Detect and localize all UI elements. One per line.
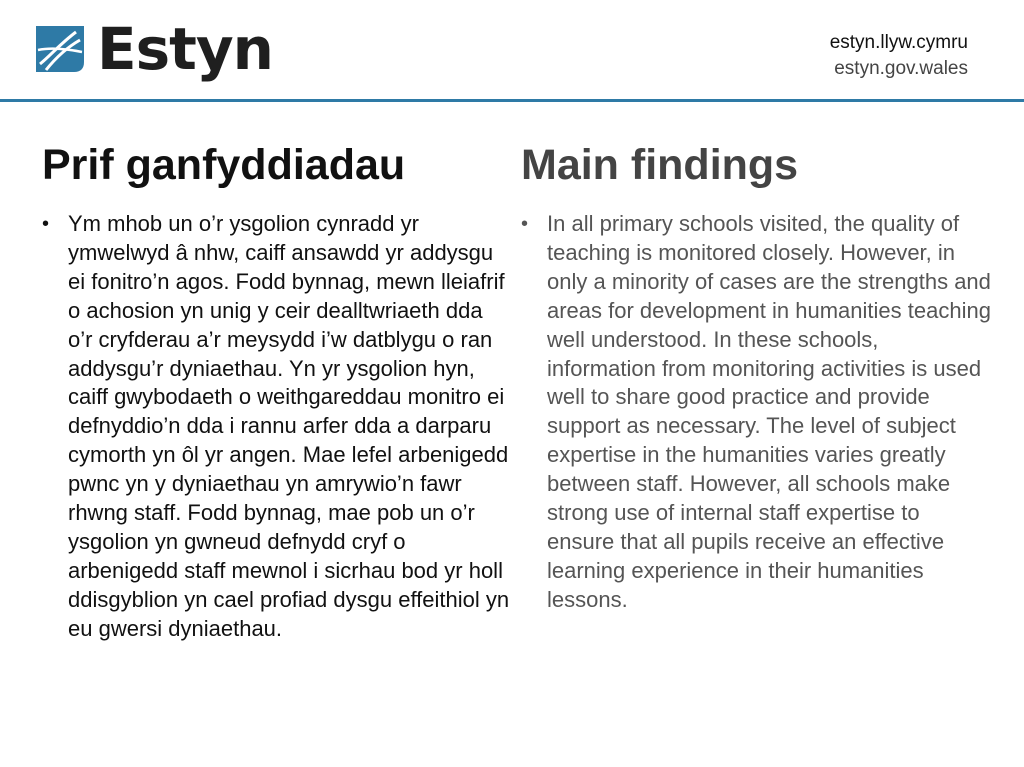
header-divider (0, 99, 1024, 102)
english-bullet-item (521, 210, 991, 615)
estyn-logo-icon (36, 26, 84, 72)
welsh-heading: Prif ganfyddiadau (42, 141, 406, 189)
english-bullet-list (521, 210, 991, 615)
welsh-bullet-list (42, 210, 512, 644)
welsh-bullet-item (42, 210, 512, 644)
bullet-icon: • (42, 213, 50, 235)
bullet-icon: • (521, 213, 529, 235)
english-heading: Main findings (521, 141, 799, 189)
english-url-link[interactable]: estyn.gov.wales (834, 58, 968, 79)
welsh-bullet-text: Ym mhob un o’r ysgolion cynradd yr ymwelwyd â nhw, caiff ansawdd yr addysgu ei fonitro’n agos. Fodd bynnag, mewn lleiafrif o achosion yn unig y ceir dealltwriaeth dda o’r cryfderau a’r meysydd i’w datblygu o ran addysgu’r dyniaethau. Yn yr ysgolion hyn, caiff gwybodaeth o weithgareddau monitro ei defnyddio’n dda i rannu arfer dda a darparu cymorth yn ôl yr angen. Mae lefel arbenigedd pwnc yn y dyniaethau yn amrywio’n fawr rhwng staff. Fodd bynnag, mae pob un o’r ysgolion yn gwneud defnydd cryf o arbenigedd staff mewnol i sicrhau bod yr holl ddisgyblion yn cael profiad dysgu effeithiol yn eu gwersi dyniaethau. (68, 211, 510, 641)
logo-wordmark: Estyn (97, 15, 273, 83)
site-urls (830, 30, 968, 82)
welsh-column (42, 140, 512, 644)
page-header (0, 0, 1024, 102)
welsh-url-link[interactable]: estyn.llyw.cymru (829, 32, 968, 53)
english-bullet-text: In all primary schools visited, the quality of teaching is monitored closely. However, in only a minority of cases are the strengths and areas for development in humanities teaching well understood. In these schools, information from monitoring activities is used well to share good practice and provide support as necessary. The level of subject expertise in the humanities varies greatly between staff. However, all schools make strong use of internal staff expertise to ensure that all pupils receive an effective learning experience in their humanities lessons. (547, 211, 991, 612)
english-column (521, 140, 991, 615)
